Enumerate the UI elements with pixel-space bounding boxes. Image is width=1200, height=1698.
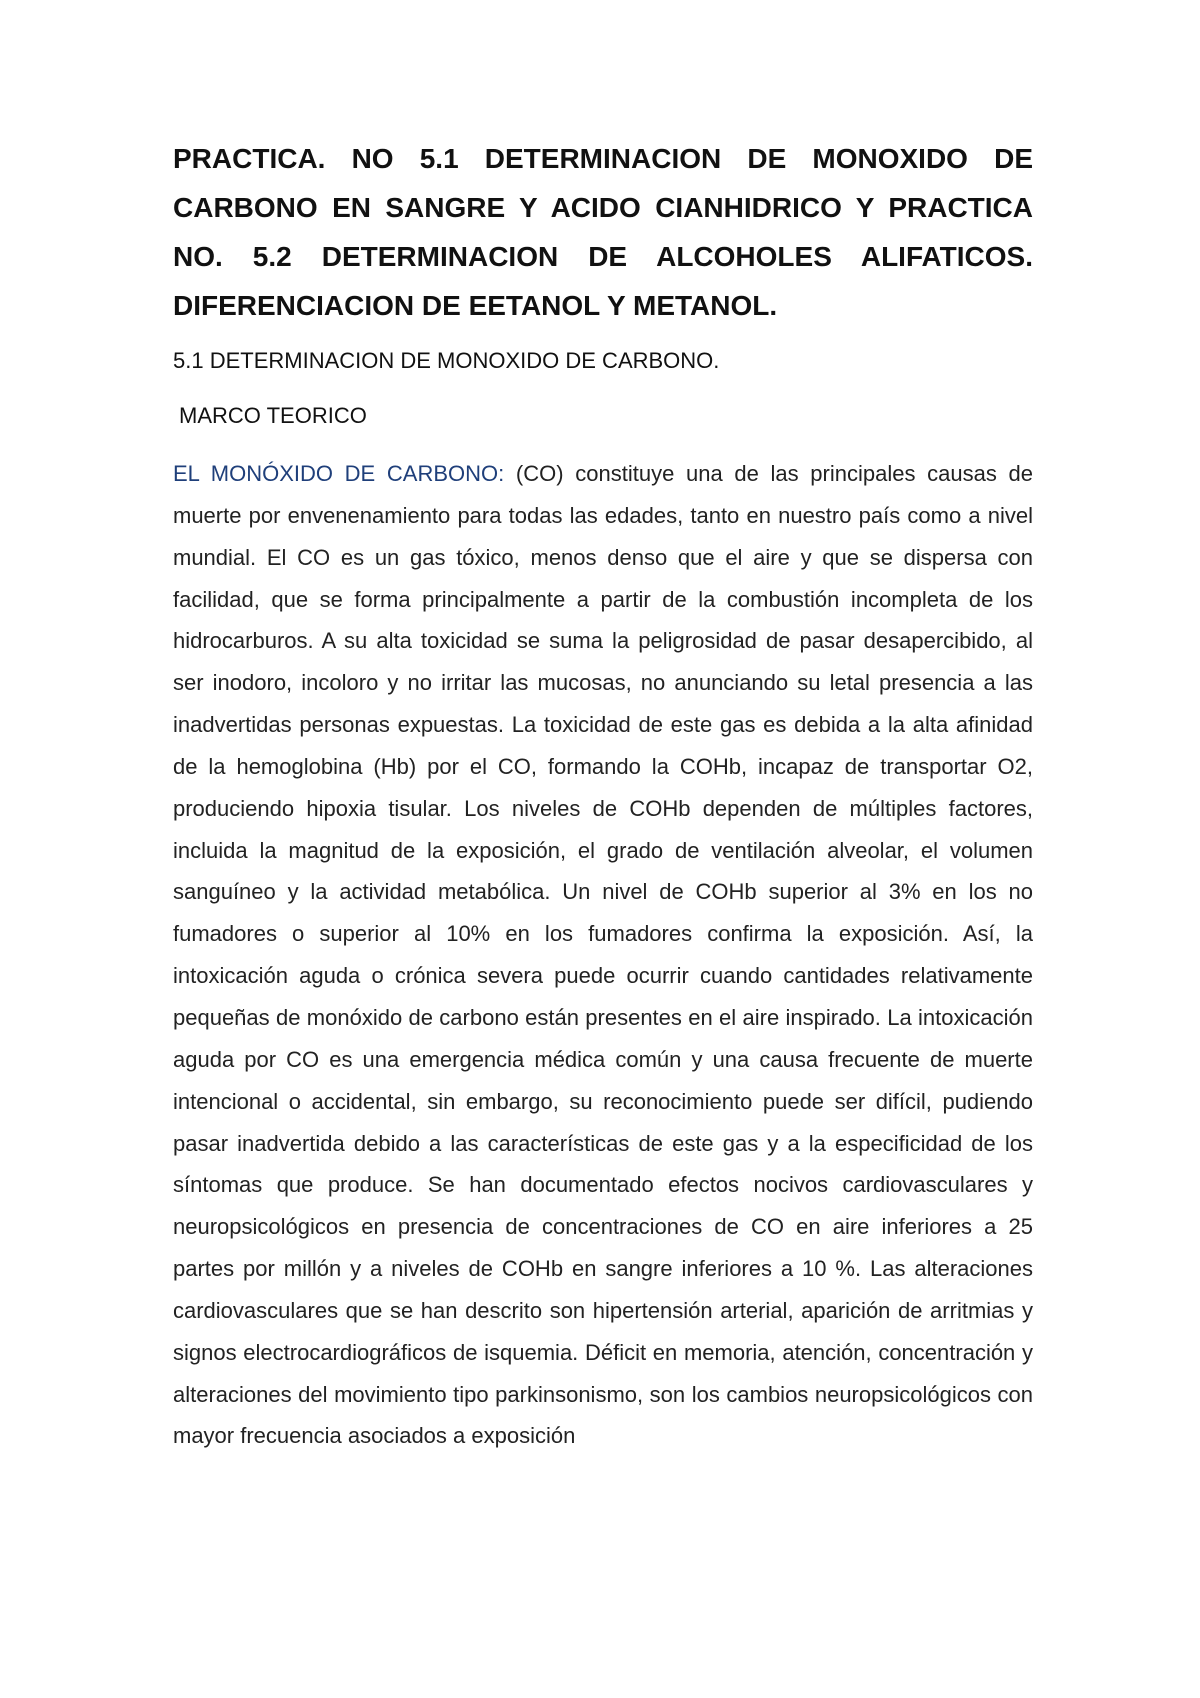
body-paragraph — [173, 453, 1033, 1457]
paragraph-term: EL MONÓXIDO DE CARBONO: — [173, 461, 505, 486]
paragraph-text: (CO) constituye una de las principales causas de muerte por envenenamiento para todas las edades, tanto en nuestro país como a nivel mundial. El CO es un gas tóxico, menos denso que el aire y que se dispersa con facilidad, que se forma principalmente a partir de la combustión incompleta de los hidrocarburos. A su alta toxicidad se suma la peligrosidad de pasar desapercibido, al ser inodoro, incoloro y no irritar las mucosas, no anunciando su letal presencia a las inadvertidas personas expuestas. La toxicidad de este gas es debida a la alta afinidad de la hemoglobina (Hb) por el CO, formando la COHb, incapaz de transportar O2, produciendo hipoxia tisular. Los niveles de COHb dependen de múltiples factores, incluida la magnitud de la exposición, el grado de ventilación alveolar, el volumen sanguíneo y la actividad metabólica. Un nivel de COHb superior al 3% en los no fumadores o superior al 10% en los fumadores confirma la exposición. Así, la intoxicación aguda o crónica severa puede ocurrir cuando cantidades relativamente pequeñas de monóxido de carbono están presentes en el aire inspirado. La intoxicación aguda por CO es una emergencia médica común y una causa frecuente de muerte intencional o accidental, sin embargo, su reconocimiento puede ser difícil, pudiendo pasar inadvertida debido a las características de este gas y a la especificidad de los síntomas que produce. Se han documentado efectos nocivos cardiovasculares y neuropsicológicos en presencia de concentraciones de CO en aire inferiores a 25 partes por millón y a niveles de COHb en sangre inferiores a 10 %. Las alteraciones cardiovasculares que se han descrito son hipertensión arterial, aparición de arritmias y signos electrocardiográficos de isquemia. Déficit en memoria, atención, concentración y alteraciones del movimiento tipo parkinsonismo, son los cambios neuropsicológicos con mayor frecuencia asociados a exposición — [173, 461, 1033, 1449]
page-content — [173, 134, 1033, 1457]
document-title: PRACTICA. NO 5.1 DETERMINACION DE MONOXIDO DE CARBONO EN SANGRE Y ACIDO CIANHIDRICO Y PRACTICA NO. 5.2 DETERMINACION DE ALCOHOLES ALIFATICOS. DIFERENCIACION DE EETANOL Y METANOL. — [173, 143, 1033, 321]
subheading-marco-teorico: MARCO TEORICO — [179, 403, 367, 428]
section-heading: 5.1 DETERMINACION DE MONOXIDO DE CARBONO. — [173, 348, 720, 373]
